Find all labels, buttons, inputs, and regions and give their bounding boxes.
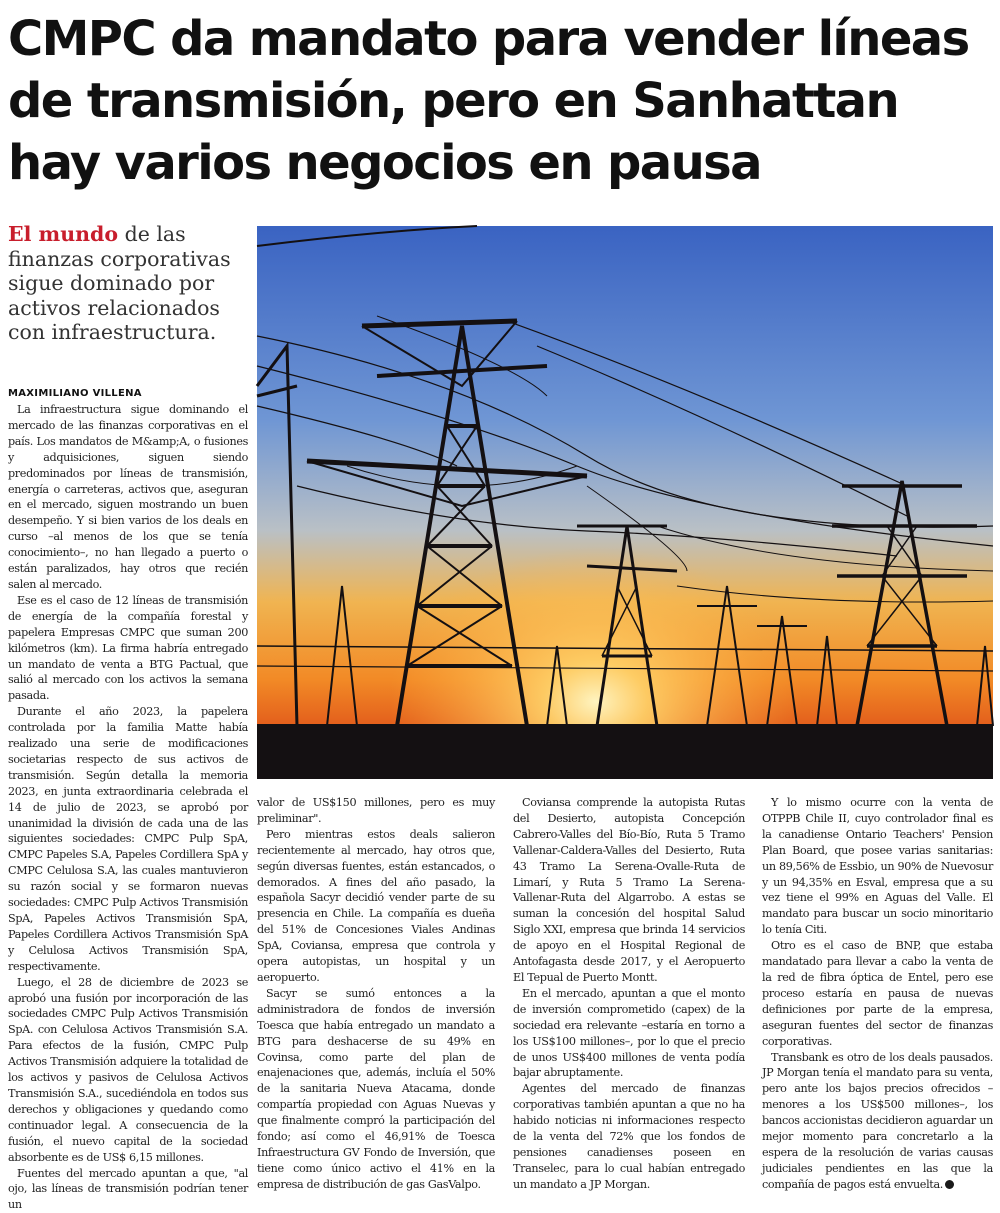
paragraph: Y lo mismo ocurre con la venta de OTPPB Chile II, cuyo controlador final es la canadiense Ontario Teachers' Pension Plan Board, que posee varias sanitarias: un 89,56% de Essbio, un 90% de Nuevosur y un 94,35% en Esval, empresa que a su vez tiene el 99% en Aguas del Valle. El mandato para buscar un socio minoritario lo tenía Citi.	[762, 795, 993, 938]
article-column-2	[257, 795, 495, 1170]
paragraph: Coviansa comprende la autopista Rutas del Desierto, autopista Concepción Cabrero-Valles del Bío-Bío, Ruta 5 Tramo Vallenar-Caldera-Valles del Desierto, Ruta 43 Tramo La Serena-Ovalle-Ruta de Limarí, y Ruta 5 Tramo La Serena-Vallenar-Ruta del Algarrobo. A estas se suman la concesión del hospital Salud Siglo XXI, empresa que brinda 14 servicios de apoyo en el Hospital Regional de Antofagasta desde 2017, y el Aeropuerto El Tepual de Puerto Montt.	[513, 795, 745, 986]
headline: CMPC da mandato para vender líneas de transmisión, pero en Sanhattan hay varios negocios en pausa	[8, 8, 993, 194]
byline: MAXIMILIANO VILLENA	[8, 388, 248, 399]
paragraph: Otro es el caso de BNP, que estaba mandatado para llevar a cabo la venta de la red de fibra óptica de Entel, pero ese proceso estaría en pausa de nuevas definiciones por parte de la empresa, aseguran fuentes del sector de finanzas corporativas.	[762, 938, 993, 1049]
paragraph	[762, 1050, 993, 1193]
paragraph: Durante el año 2023, la papelera controlada por la familia Matte había realizado una serie de modificaciones societarias respecto de sus activos de transmisión. Según detalla la memoria 2023, en junta extraordinaria celebrada el 14 de julio de 2023, se aprobó por unanimidad la división de cada una de las siguientes sociedades: CMPC Pulp SpA, CMPC Papeles S.A, Papeles Cordillera SpA y CMPC Celulosa S.A, las cuales mantuvieron su razón social y se formaron nuevas sociedades: CMPC Pulp Activos Transmisión SpA, Papeles Activos Transmisión SpA, Papeles Cordillera Activos Transmisión SpA y Celulosa Activos Transmisión SpA, respectivamente.	[8, 704, 248, 974]
lead-paragraph	[8, 222, 248, 345]
paragraph: Agentes del mercado de finanzas corporativas también apuntan a que no ha habido noticias ni informaciones respecto de la venta del 72% que los fondos de pensiones canadienses poseen en Transelec, para lo cual habían entregado un mandato a JP Morgan.	[513, 1081, 745, 1192]
article-column-3	[513, 795, 745, 1170]
paragraph: Ese es el caso de 12 líneas de transmisión de energía de la compañía forestal y papelera Empresas CMPC que suman 200 kilómetros (km). La firma habría entregado un mandato de venta a BTG Pactual, que salió al mercado con los activos la semana pasada.	[8, 593, 248, 704]
lead-highlight: El mundo	[8, 222, 118, 246]
end-of-article-icon	[945, 1180, 954, 1189]
paragraph: La infraestructura sigue dominando el mercado de las finanzas corporativas en el país. Los mandatos de M&amp;A, o fusiones y adquisiciones, siguen siendo predominados por líneas de transmisión, energía o carreteras, activos que, aseguran en el mercado, siguen mostrando un buen desempeño. Y si bien varios de los deals en curso –al menos de los que se tenía conocimiento–, no han llegado a puerto o están paralizados, hay otros que recién salen al mercado.	[8, 402, 248, 593]
lead-text: de las finanzas corporativas sigue dominado por activos relacionados con infraestructura.	[8, 222, 231, 344]
paragraph: valor de US$150 millones, pero es muy preliminar".	[257, 795, 495, 827]
paragraph: Fuentes del mercado apuntan a que, "al ojo, las líneas de transmisión podrían tener un	[8, 1166, 248, 1213]
article-column-4	[762, 795, 993, 1170]
paragraph: En el mercado, apuntan a que el monto de inversión comprometido (capex) de la sociedad era relevante –estaría en torno a los US$100 millones–, por lo que el precio de unos US$400 millones de venta podía bajar abruptamente.	[513, 986, 745, 1081]
paragraph: Pero mientras estos deals salieron recientemente al mercado, hay otros que, según diversas fuentes, están estancados, o demorados. A fines del año pasado, la española Sacyr decidió vender parte de su presencia en Chile. La compañía es dueña del 51% de Concesiones Viales Andinas SpA, Coviansa, empresa que controla y opera autopistas, un hospital y un aeropuerto.	[257, 827, 495, 986]
paragraph: Luego, el 28 de diciembre de 2023 se aprobó una fusión por incorporación de las sociedades CMPC Pulp Activos Transmisión SpA. con Celulosa Activos Transmisión S.A. Para efectos de la fusión, CMPC Pulp Activos Transmisión adquiere la totalidad de los activos y pasivos de Celulosa Activos Transmisión S.A., sucediéndola en todos sus derechos y obligaciones y quedando como continuador legal. A consecuencia de la fusión, el nuevo capital de la sociedad absorbente es de US$ 6,15 millones.	[8, 975, 248, 1166]
paragraph: Sacyr se sumó entonces a la administradora de fondos de inversión Toesca que había entregado un mandato a BTG para deshacerse de su 49% en Covinsa, como parte del plan de enajenaciones que, además, incluía el 50% de la sanitaria Nueva Atacama, donde compartía propiedad con Aguas Nuevas y que finalmente compró la participación del fondo; así como el 46,91% de Toesca Infraestructura GV Fondo de Inversión, que tiene como único activo el 41% en la empresa de distribución de gas GasValpo.	[257, 986, 495, 1193]
article-column-1	[8, 402, 248, 1170]
paragraph-text: Transbank es otro de los deals pausados. JP Morgan tenía el mandato para su venta, pero ante los bajos precios ofrecidos –menores a los US$500 millones–, los bancos accionistas decidieron aguardar un mejor momento para concretarlo a la espera de la resolución de varias causas judiciales pendientes en las que la compañía de pagos está envuelta.	[762, 1051, 993, 1191]
power-lines-photo	[257, 226, 993, 779]
